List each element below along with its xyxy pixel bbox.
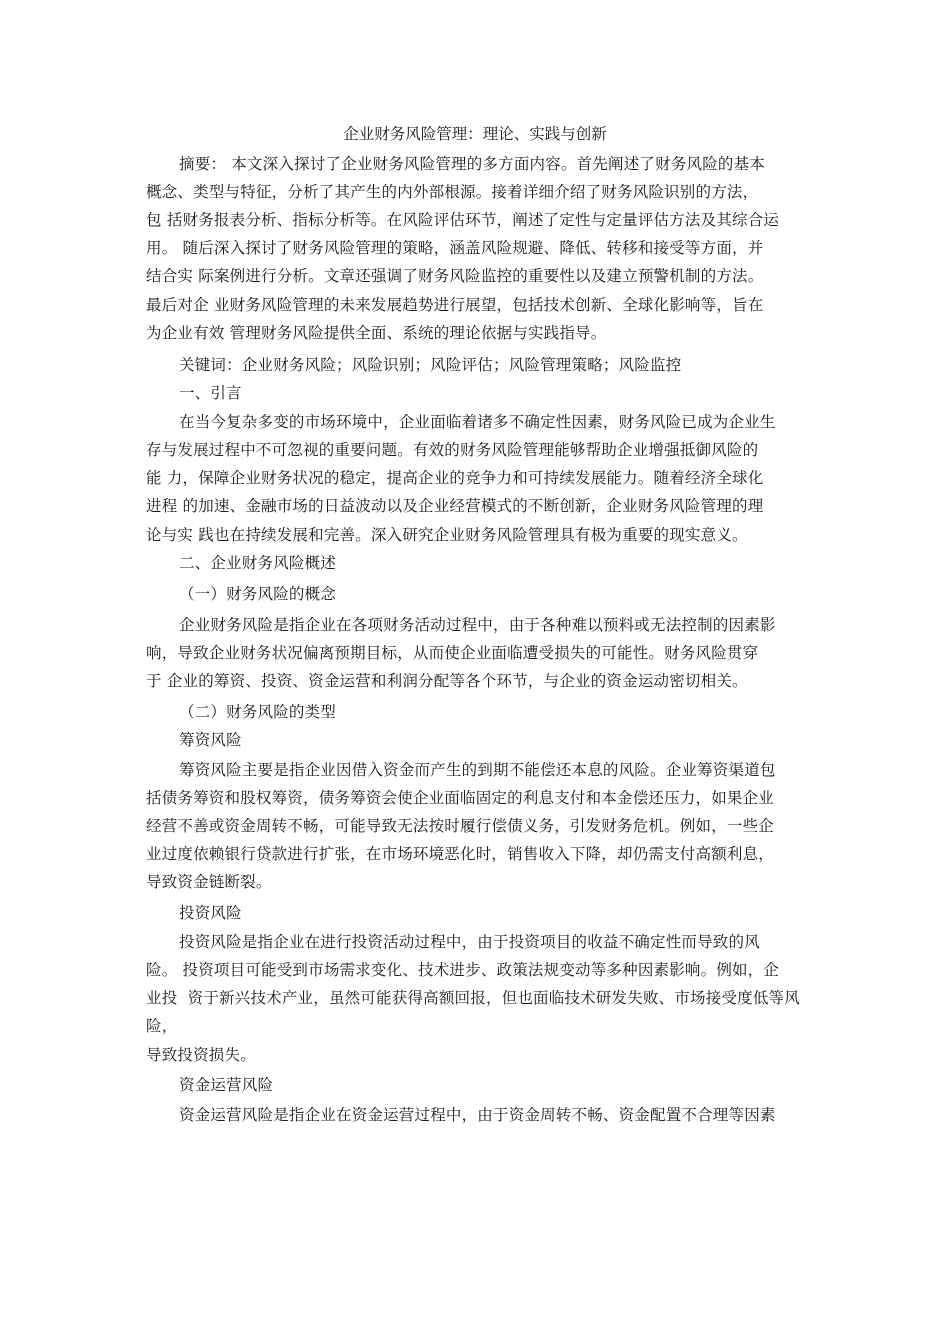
body-line: 业投 资于新兴技术产业，虽然可能获得高额回报，但也面临技术研发失败、市场接受度低等风 xyxy=(146,989,800,1007)
abstract-line: 用。 随后深入探讨了财务风险管理的策略，涵盖风险规避、降低、转移和接受等方面，并 xyxy=(146,239,764,257)
abstract-line: 包 括财务报表分析、指标分析等。在风险评估环节，阐述了定性与定量评估方法及其综合运 xyxy=(146,211,780,229)
body-line: 导致资金链断裂。 xyxy=(146,873,272,891)
body-line: 企业财务风险是指企业在各项财务活动过程中，由于各种难以预料或无法控制的因素影 xyxy=(179,616,776,634)
body-line: 论与实 践也在持续发展和完善。深入研究企业财务风险管理具有极为重要的现实意义。 xyxy=(146,526,748,544)
abstract-line: 摘要： 本文深入探讨了企业财务风险管理的多方面内容。首先阐述了财务风险的基本 xyxy=(179,155,766,173)
body-line: 险， xyxy=(146,1017,178,1035)
body-line: 业过度依赖银行贷款进行扩张，在市场环境恶化时，销售收入下降，却仍需支付高额利息， xyxy=(146,845,775,863)
document-title: 企业财务风险管理：理论、实践与创新 xyxy=(343,125,607,143)
subsection-heading: （一）财务风险的概念 xyxy=(179,585,337,603)
topic-heading: 投资风险 xyxy=(179,904,242,922)
topic-heading: 筹资风险 xyxy=(179,731,242,749)
body-line: 能 力，保障企业财务状况的稳定，提高企业的竞争力和可持续发展能力。随着经济全球化 xyxy=(146,469,764,487)
section-heading: 一、引言 xyxy=(179,384,242,402)
subsection-heading: （二）财务风险的类型 xyxy=(179,703,337,721)
body-line: 于 企业的筹资、投资、资金运营和利润分配等各个环节，与企业的资金运动密切相关。 xyxy=(146,672,748,690)
abstract-line: 为企业有效 管理财务风险提供全面、系统的理论依据与实践指导。 xyxy=(146,324,607,342)
topic-heading: 资金运营风险 xyxy=(179,1076,274,1094)
body-line: 导致投资损失。 xyxy=(146,1046,256,1064)
body-line: 经营不善或资金周转不畅，可能导致无法按时履行偿债义务，引发财务危机。例如，一些企 xyxy=(146,817,775,835)
body-line: 在当今复杂多变的市场环境中，企业面临着诸多不确定性因素，财务风险已成为企业生 xyxy=(179,413,776,431)
body-line: 括债务筹资和股权筹资，债务筹资会使企业面临固定的利息支付和本金偿还压力，如果企业 xyxy=(146,789,775,807)
body-line: 资金运营风险是指企业在资金运营过程中，由于资金周转不畅、资金配置不合理等因素 xyxy=(179,1106,776,1124)
keywords-line: 关键词：企业财务风险；风险识别；风险评估；风险管理策略；风险监控 xyxy=(179,356,682,374)
body-line: 存与发展过程中不可忽视的重要问题。有效的财务风险管理能够帮助企业增强抵御风险的 xyxy=(146,441,759,459)
body-line: 进程 的加速、金融市场的日益波动以及企业经营模式的不断创新，企业财务风险管理的理 xyxy=(146,497,764,515)
abstract-line: 概念、类型与特征，分析了其产生的内外部根源。接着详细介绍了财务风险识别的方法， xyxy=(146,183,759,201)
body-line: 响，导致企业财务状况偏离预期目标，从而使企业面临遭受损失的可能性。财务风险贯穿 xyxy=(146,644,759,662)
body-line: 投资风险是指企业在进行投资活动过程中，由于投资项目的收益不确定性而导致的风 xyxy=(179,933,760,951)
body-line: 险。 投资项目可能受到市场需求变化、技术进步、政策法规变动等多种因素影响。例如，企 xyxy=(146,961,780,979)
abstract-line: 最后对企 业财务风险管理的未来发展趋势进行展望，包括技术创新、全球化影响等，旨在 xyxy=(146,296,764,314)
abstract-line: 结合实 际案例进行分析。文章还强调了财务风险监控的重要性以及建立预警机制的方法。 xyxy=(146,267,764,285)
body-line: 筹资风险主要是指企业因借入资金而产生的到期不能偿还本息的风险。企业筹资渠道包 xyxy=(179,761,776,779)
section-heading: 二、企业财务风险概述 xyxy=(179,554,337,572)
